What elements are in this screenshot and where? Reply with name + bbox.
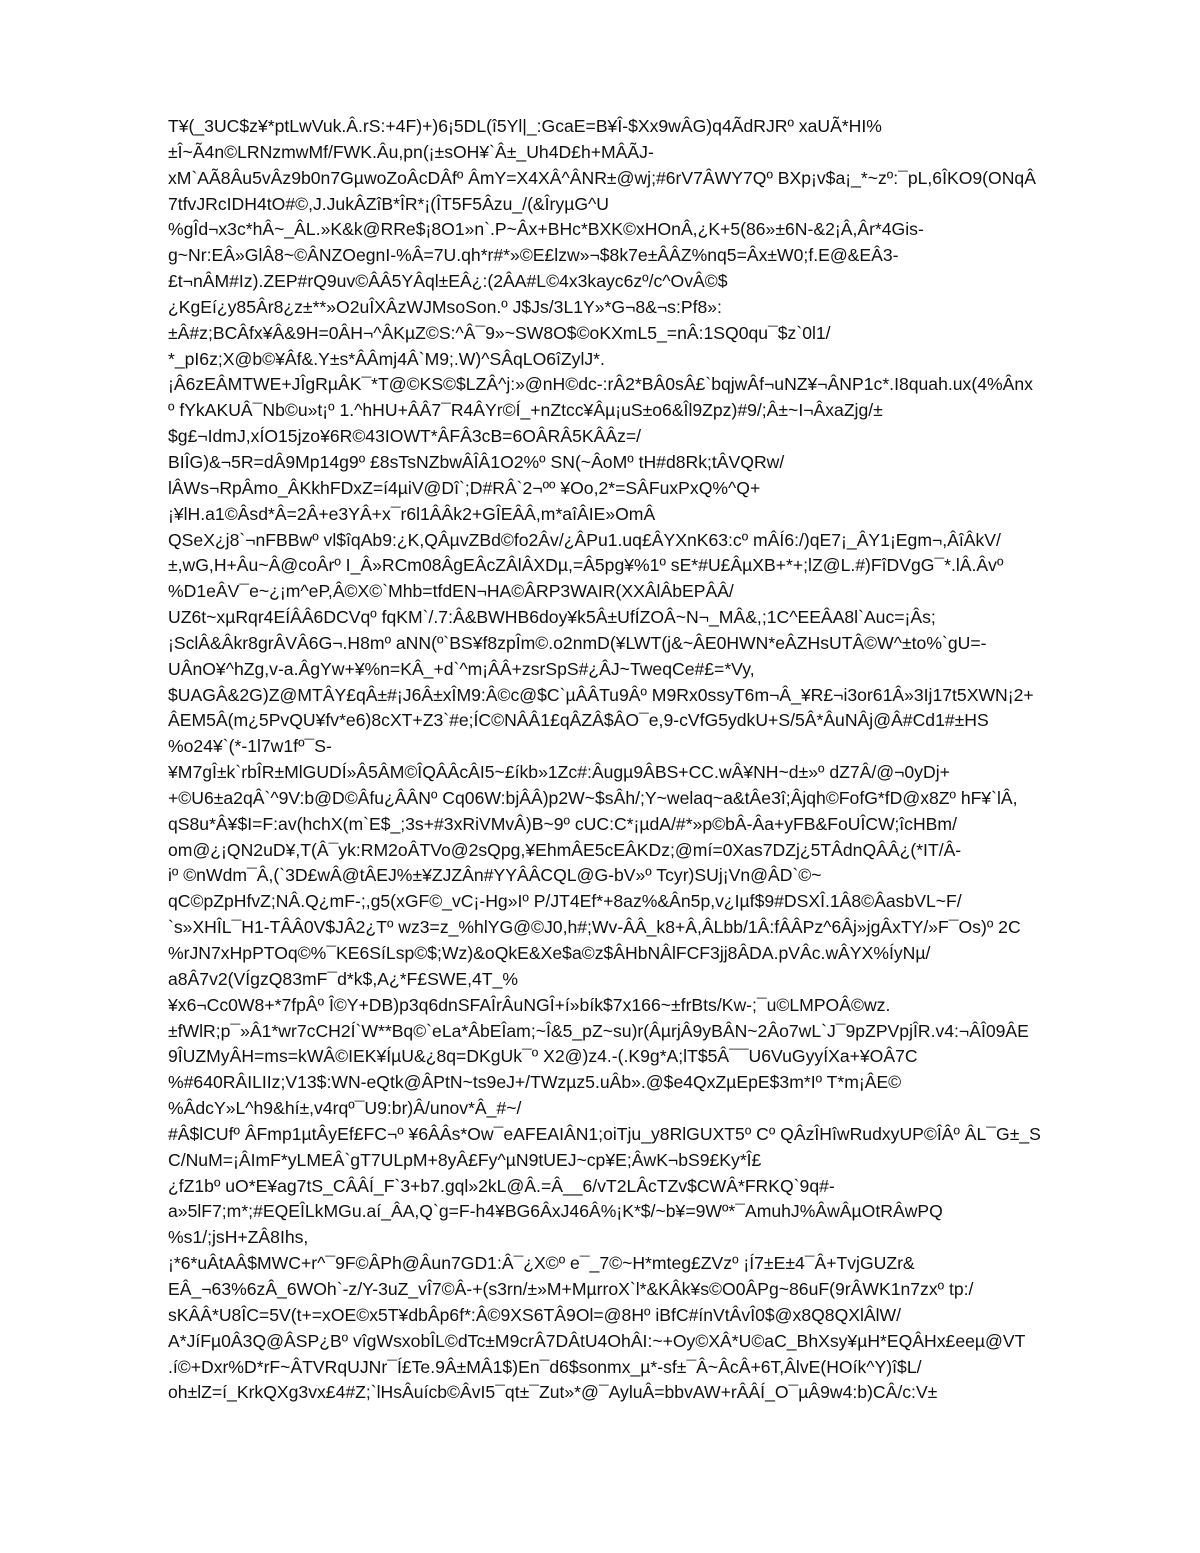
text-line: ¡SclÂ&Âkr8grÂVÂ6G¬.H8mº aNN(º`BS¥f8zpÎm©.o2nmD(¥LWT(j&~ÂE0HWN*eÂZHsUTÂ©W^±to%`gU=- <box>168 632 987 653</box>
text-line: sKÂÂ*U8ÎC=5V(t+=xOE©x5T¥dbÂp6f*:Â©9XS6TÂ9Ol=@8Hº iBfC#ínVtÂvÎ0$@x8Q8QXlÂlW/ <box>168 1304 902 1325</box>
text-line: ¡Â6zEÂMTWE+JÎgRµÂK¯*T@©KS©$LZÂ^j:»@nH©dc-:rÂ2*BÂ0sÂ£`bqjwÂf¬uNZ¥¬ÂNP1c*.I8quah.ux(4%Ânx <box>168 374 1033 395</box>
text-line: %D1eÂV¯e~¿¡m^eP,Â©X©`Mhb=tfdEN¬HA©ÂRP3WAIR(XXÂlÂbEPÂÂ/ <box>168 581 734 602</box>
text-line: T¥(_3UC$z¥*ptLwVuk.Â.rS:+4F)+)6¡5DL(î5Yl|_:GcaE=B¥Î-$Xx9wÂG)q4ÃdRJRº xaUÃ*HI% <box>168 116 882 136</box>
text-line: A*JíFµ0Â3Q@ÂSP¿Bº vîgWsxobÎL©dTc±M9crÂ7DÂtU4OhÂI:~+Oy©XÂ*U©aC_BhXsy¥µH*EQÂHx£eeµ@VT <box>168 1330 1026 1351</box>
text-line: ±,wG,H+Âu~Â@coÂrº I_Â»RCm08ÂgEÂcZÂlÂXDµ,=Â5pg¥%1º sE*#U£ÂµXB+*+;lZ@L.#)FîDVgG¯*.lÂ.Âvº <box>168 555 1004 576</box>
text-line: QSeX¿j8`¬nFBBwº vl$îqAb9:¿K,QÂµvZBd©fo2Âv/¿ÂPu1.uq£ÂYXnK63:cº mÂÍ6:/)qE7¡_ÂY1¡Egm¬,ÂîÂkV/ <box>168 529 1001 550</box>
text-line: iº ©nWdm¯Â,(`3D£wÂ@tÂEJ%±¥ZJZÂn#YYÂÂCQL@G-bV»º Tcyr)SUj¡Vn@ÂD`©~ <box>168 865 822 886</box>
text-line: qC©pZpHfvZ;NÂ.Q¿mF-;,g5(xGF©_vC¡-Hg»Iº P/JT4Ef*+8az%&Ân5p,v¿Iµf$9#DSXÎ.1Â8©ÂasbVL~F/ <box>168 891 962 912</box>
text-line: qS8u*Â¥$I=F:av(hchX(m`E$_;3s+#3xRiVMvÂ)B~9º cUC:C*¡µdA/#*»p©bÂ-Âa+yFB&FoUÎCW;îcHBm/ <box>168 813 957 834</box>
text-line: UÂnO¥^hZg,v-a.ÂgYw+¥%n=KÂ_+d`^m¡ÂÂ+zsrSpS#¿ÂJ~TweqCe#£=*Vy, <box>168 658 755 679</box>
text-line: a»5lF7;m*;#EQEÎLkMGu.aí_ÂA,Q`g=F-h4¥BG6ÂxJ46Â%¡K*$/~b¥=9Wº*¯AmuhJ%ÂwÂµOtRÂwPQ <box>168 1201 943 1222</box>
text-line: om@¿¡QN2uD¥,T(Â¯yk:RM2oÂTVo@2sQpg,¥EhmÂE5cEÂKDz;@mí=0Xas7DZj¿5TÂdnQÂÂ¿(*IT/Â- <box>168 839 962 860</box>
text-line: ¿KgEí¿y85Âr8¿z±**»O2uÎXÂzWJMsoSon.º J$Js/3L1Y»*G¬8&¬s:Pf8»: <box>168 296 722 317</box>
text-line: $UAGÂ&2G)Z@MTÂY£qÂ±#¡J6Â±xÎM9:Â©c@$C`µÂÂTu9Âº M9Rx0ssyT6m¬Â_¥R£¬i3or61Â»3Ij17t5XWN¡2+ <box>168 684 1034 705</box>
text-line: *_pI6z;X@b©¥Âf&.Y±s*ÂÂmj4Â`M9;.W)^SÂqLO6îZylJ*. <box>168 348 605 369</box>
text-line: $g£¬IdmJ,xÍO15jzo¥6R©43IOWT*ÂFÂ3cB=6OÂRÂ5KÂÂz=/ <box>168 426 642 447</box>
text-line: %rJN7xHpPTOq©%¯KE6SíLsp©$;Wz)&oQkE&Xe$a©z$ÂHbNÂlFCF3jj8ÂDA.pVÂc.wÂYX%ÍyNµ/ <box>168 943 931 963</box>
text-line: ÂEM5Â(m¿5PvQU¥fv*e6)8cXT+Z3`#e;ÍC©NÂÂ1£qÂZÂ$ÂO¯e,9-cVfG5ydkU+S/5Â*ÂuNÂj@Â#Cd1#±HS <box>168 710 989 731</box>
text-line: º fYkAKUÂ¯Nb©u»t¡º 1.^hHU+ÂÂ7¯R4ÂYr©Í_+nZtcc¥Âµ¡uS±o6&Îl9Zpz)#9/;Â±~I¬ÂxaZjg/± <box>168 400 883 421</box>
text-line: ±fWlR;p¯»Â1*wr7cCH2Í`W**Bq©`eLa*ÂbEÎam;~Î&5_pZ~su)r(ÂµrjÂ9yBÂN~2Âo7wL`J¯9pZPVpjÎR.v4:¬ÂÎ09ÂE <box>168 1020 1029 1041</box>
text-line: %#640RÂILIIz;V13$:WN-eQtk@ÂPtN~ts9eJ+/TWzµz5.uÂb».@$e4QxZµEpE$3m*Iº T*m¡ÂE© <box>168 1072 902 1093</box>
text-line: #Â$lCUfº ÂFmp1µtÂyEf£FC¬º ¥6ÂÂs*Ow¯eAFEAIÂN1;oiTju_y8RlGUXT5º Cº QÂzÎHîwRudxyUP©ÎÂº ÂL¯G±_S <box>168 1123 1041 1144</box>
text-line: 7tfvJRcIDH4tO#©,J.JukÂZîB*ÎR*¡(ÎT5F5Âzu_/(&ÎryµG^U <box>168 193 609 214</box>
text-line: .í©+Dxr%D*rF~ÂTVRqUJNr¯Í£Te.9Â±MÂ1$)En¯d6$sonmx_µ*-sf±¯Â~ÂcÂ+6T,ÂlvE(HOík^Y)î$L/ <box>168 1356 922 1377</box>
text-line: a8Â7v2(VÍgzQ83mF¯d*k$,A¿*F£SWE,4T_% <box>168 968 518 989</box>
text-line: oh±lZ=í_KrkQXg3vx£4#Z;`lHsÂuícb©ÂvI5¯qt±¯Zut»*@¯AyluÂ=bbvAW+rÂÂÍ_O¯µÂ9w4:b)CÂ/c:V± <box>168 1382 938 1403</box>
text-line: %ÂdcY»L^h9&hí±,v4rqº¯U9:br)Â/unov*Â_#~/ <box>168 1098 522 1119</box>
text-line: ¡*6*uÂtAÂ$MWC+r^¯9F©ÂPh@Âun7GD1:Â¯¿X©º e¯_7©~H*mteg£ZVzº ¡Í7±E±4¯Â+TvjGUZr& <box>168 1253 915 1274</box>
text-line: ¥x6¬Cc0W8+*7fpÂº Î©Y+DB)p3q6dnSFAÎrÂuNGÎ+í»bík$7x166~±frBts/Kw-;¯u©LMPOÂ©wz. <box>168 994 891 1015</box>
document-text-body <box>168 114 1128 1406</box>
text-line: xM`AÃ8Âu5vÂz9b0n7GµwoZoÂcDÂfº ÂmY=X4XÂ^ÂNR±@wj;#6rV7ÂWY7Qº BXp¡v$a¡_*~zº:¯pL,6ÎKO9(ONqÂ <box>168 167 1036 188</box>
text-line: EÂ_¬63%6zÂ_6WOh`-z/Y-3uZ_vÎ7©Â-+(s3rn/±»M+MµrroX`l*&KÂk¥s©O0ÂPg~86uF(9rÂWK1n7zxº tp:/ <box>168 1278 974 1299</box>
text-line: ¡¥lH.a1©Âsd*Â=2Â+e3YÂ+x¯r6l1ÂÂk2+GÎEÂÂ,m*aîÂIE»OmÂ <box>168 503 656 524</box>
text-line: %gÎd¬x3c*hÂ~_ÂL.»K&k@RRe$¡8O1»n`.P~Âx+BHc*BXK©xHOnÂ,¿K+5(86»±6N-&2¡Â,Âr*4Gis- <box>168 219 924 240</box>
text-line: %o24¥`(*-1l7w1fº¯S- <box>168 736 332 757</box>
text-line: 9ÎUZMyÂH=ms=kWÂ©IEK¥ÍµU&¿8q=DKgUk¯º X2@)z4.-(.K9g*A;lT$5Â¯¯U6VuGyyÍXa+¥OÂ7C <box>168 1046 918 1067</box>
text-line: ±Â#z;BCÂfx¥Â&9H=0ÂH¬^ÂKµZ©S:^Â¯9»~SW8O$©oKXmL5_=nÂ:1SQ0qu¯$z`0l1/ <box>168 322 831 343</box>
text-line: ±Î~Ã4n©LRNzmwMf/FWK.Âu,pn(¡±sOH¥`Â±_Uh4D£h+MÂÃJ- <box>168 141 654 162</box>
text-line: +©U6±a2qÂ`^9V:b@D©Âfu¿ÂÂNº Cq06W:bjÂÂ)p2W~$sÂh/;Y~welaq~a&tÂe3î;Âjqh©FofG*fD@x8Zº hF¥`lÂ, <box>168 787 1018 808</box>
text-line: lÂWs¬RpÂmo_ÂKkhFDxZ=í4µiV@Dî`;D#RÂ`2¬ºº ¥Oo,2*=SÂFuxPxQ%^Q+ <box>168 477 761 498</box>
text-line: g~Nr:EÂ»GlÂ8~©ÂNZOegnI-%Â=7U.qh*r#*»©E£lzw»¬$8k7e±ÂÂZ%nq5=Âx±W0;f.E@&EÂ3- <box>168 245 899 266</box>
text-line: UZ6t~xµRqr4EÍÂÂ6DCVqº fqKM`/.7:Â&BWHB6doy¥k5Â±UfÍZOÂ~N¬_MÂ&,;1C^EEÂA8l`Auc=¡Âs; <box>168 607 936 628</box>
text-line: C/NuM=¡ÂImF*yLMEÂ`gT7ULpM+8yÂ£Fy^µN9tUEJ~cp¥E;ÂwK¬bS9£Ky*Î£ <box>168 1149 762 1170</box>
text-line: £t¬nÂM#Iz).ZEP#rQ9uv©ÂÂ5YÂql±EÂ¿:(2ÂA#L©4x3kayc6zº/c^OvÂ©$ <box>168 271 728 292</box>
text-line: BIÎG)&¬5R=dÂ9Mp14g9º £8sTsNZbwÂÎÂ1O2%º SN(~ÂoMº tH#d8Rk;tÂVQRw/ <box>168 451 785 472</box>
text-line: `s»XHÎL¯H1-TÂÂ0V$JÂ2¿Tº wz3=z_%hlYG@©J0,h#;Wv-ÂÂ_k8+Â,ÂLbb/1Â:fÂÂPz^6Âj»jgÂxTY/»F¯Os)º 2C <box>168 917 1021 938</box>
text-line: ¥M7gÎ±k`rbÎR±MlGUDÍ»Â5ÂM©ÎQÂÂcÂI5~£íkb»1Zc#:Âugµ9ÂBS+CC.wÂ¥NH~d±»º dZ7Â/@¬0yDj+ <box>168 762 950 783</box>
text-line: ¿fZ1bº uO*E¥ag7tS_CÂÂÍ_F`3+b7.gql»2kL@Â.=Â__6/vT2LÂcTZv$CWÂ*FRKQ`9q#- <box>168 1175 835 1196</box>
text-line: %s1/;jsH+ZÂ8Ihs, <box>168 1227 309 1248</box>
